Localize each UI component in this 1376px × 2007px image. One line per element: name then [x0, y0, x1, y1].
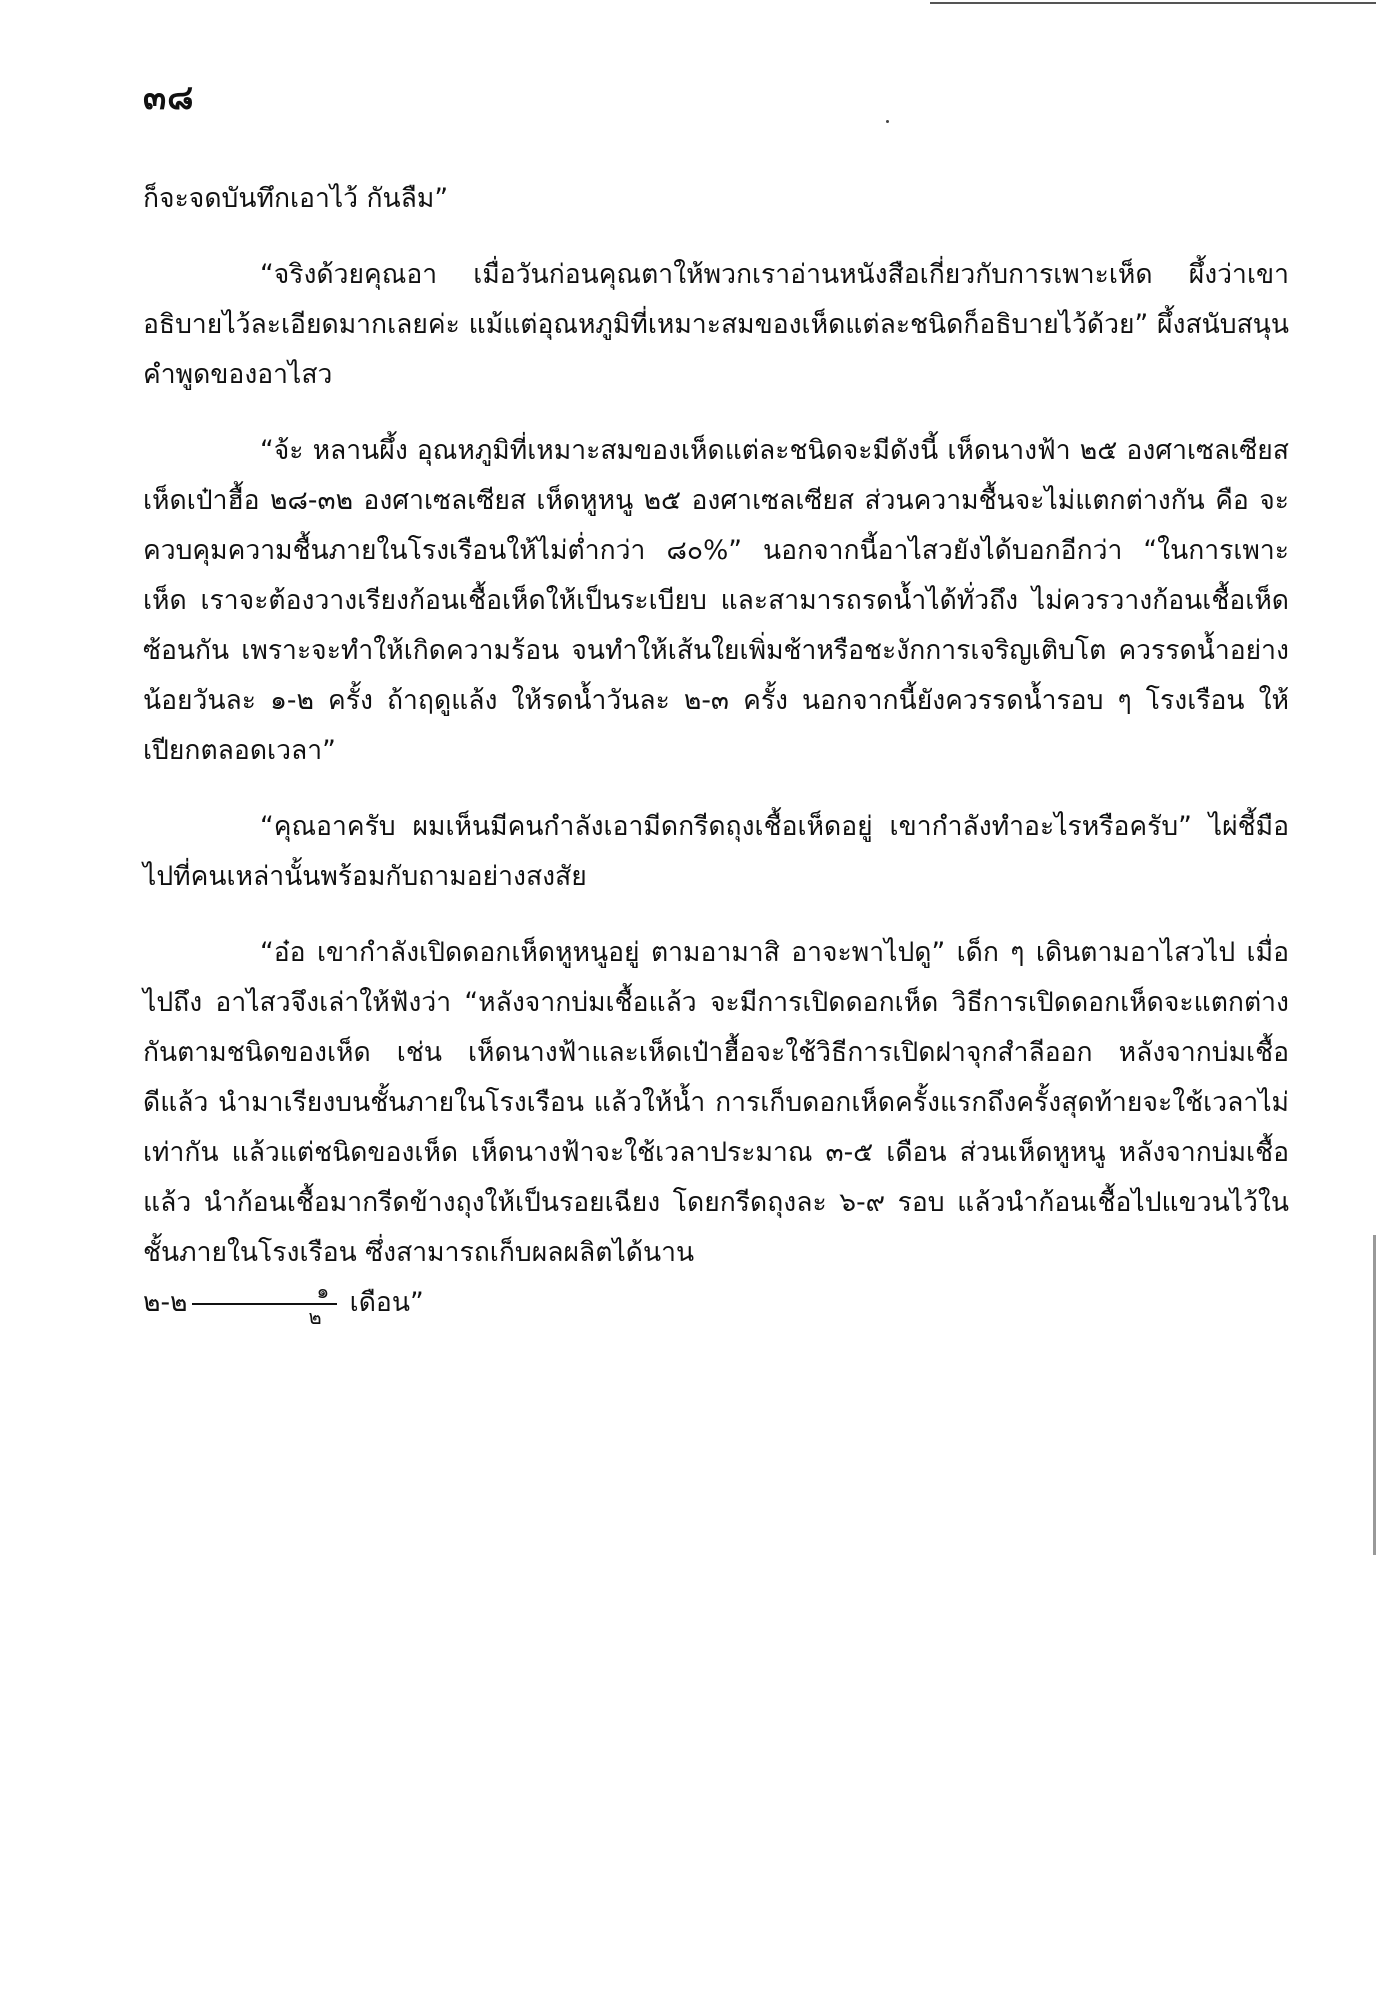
- fraction-numerator: ๑: [192, 1279, 338, 1305]
- duration-suffix: เดือน”: [349, 1287, 424, 1318]
- page-number: ๓๘: [143, 78, 195, 118]
- duration-prefix: ๒-๒: [143, 1287, 188, 1318]
- paragraph-4-text: “อ๋อ เขากำลังเปิดดอกเห็ดหูหนูอยู่ ตามอามาสิ อาจะพาไปดู” เด็ก ๆ เดินตามอาไสวไป เมื่อไปถึง อาไสวจึงเล่าให้ฟังว่า “หลังจากบ่มเชื้อแล้ว จะมีการเปิดดอกเห็ด วิธีการเปิดดอกเห็ดจะแตกต่างกันตามชนิดของเห็ด เช่น เห็ดนางฟ้าและเห็ดเป๋าฮื้อจะใช้วิธีการเปิดฝาจุกสำลีออก หลังจากบ่มเชื้อดีแล้ว นำมาเรียงบนชั้นภายในโรงเรือน แล้วให้น้ำ การเก็บดอกเห็ดครั้งแรกถึงครั้งสุดท้ายจะใช้เวลาไม่เท่ากัน แล้วแต่ชนิดของเห็ด เห็ดนางฟ้าจะใช้เวลาประมาณ ๓-๕ เดือน ส่วนเห็ดหูหนู หลังจากบ่มเชื้อแล้ว นำก้อนเชื้อมากรีดข้างถุงให้เป็นรอยเฉียง โดยกรีดถุงละ ๖-๙ รอบ แล้วนำก้อนเชื้อไปแขวนไว้ในชั้นภายในโรงเรือน ซึ่งสามารถเก็บผลผลิตได้นาน: [143, 937, 1289, 1268]
- paragraph-1: “จริงด้วยคุณอา เมื่อวันก่อนคุณตาให้พวกเราอ่านหนังสือเกี่ยวกับการเพาะเห็ด ผึ้งว่าเขาอธิบายไว้ละเอียดมากเลยค่ะ แม้แต่อุณหภูมิที่เหมาะสมของเห็ดแต่ละชนิดก็อธิบายไว้ด้วย” ผึ้งสนับสนุนคำพูดของอาไสว: [143, 259, 1289, 390]
- scan-edge-top: [930, 2, 1376, 4]
- fraction-denominator: ๒: [308, 1304, 322, 1329]
- paragraph-3: “คุณอาครับ ผมเห็นมีคนกำลังเอามีดกรีดถุงเชื้อเห็ดอยู่ เขากำลังทำอะไรหรือครับ” ไผ่ชี้มือไปที่คนเหล่านั้นพร้อมกับถามอย่างสงสัย: [143, 811, 1289, 892]
- body-text: [143, 174, 1289, 1355]
- paragraph-4: [143, 928, 1289, 1329]
- paragraph-2: “จ้ะ หลานผึ้ง อุณหภูมิที่เหมาะสมของเห็ดแต่ละชนิดจะมีดังนี้ เห็ดนางฟ้า ๒๕ องศาเซลเซียส เห็ดเป๋าฮื้อ ๒๘-๓๒ องศาเซลเซียส เห็ดหูหนู ๒๕ องศาเซลเซียส ส่วนความชื้นจะไม่แตกต่างกัน คือ จะควบคุมความชื้นภายในโรงเรือนให้ไม่ต่ำกว่า ๘๐%” นอกจากนี้อาไสวยังได้บอกอีกว่า “ในการเพาะเห็ด เราจะต้องวางเรียงก้อนเชื้อเห็ดให้เป็นระเบียบ และสามารถรดน้ำได้ทั่วถึง ไม่ควรวางก้อนเชื้อเห็ดซ้อนกัน เพราะจะทำให้เกิดความร้อน จนทำให้เส้นใยเพิ่มช้าหรือชะงักการเจริญเติบโต ควรรดน้ำอย่างน้อยวันละ ๑-๒ ครั้ง ถ้าฤดูแล้ง ให้รดน้ำวันละ ๒-๓ ครั้ง นอกจากนี้ยังควรรดน้ำรอบ ๆ โรงเรือน ให้เปียกตลอดเวลา”: [143, 435, 1289, 766]
- paragraph-continuation: ก็จะจดบันทึกเอาไว้ กันลืม”: [143, 183, 449, 214]
- fraction-one-half: [192, 1279, 338, 1329]
- scan-speck: [886, 120, 889, 123]
